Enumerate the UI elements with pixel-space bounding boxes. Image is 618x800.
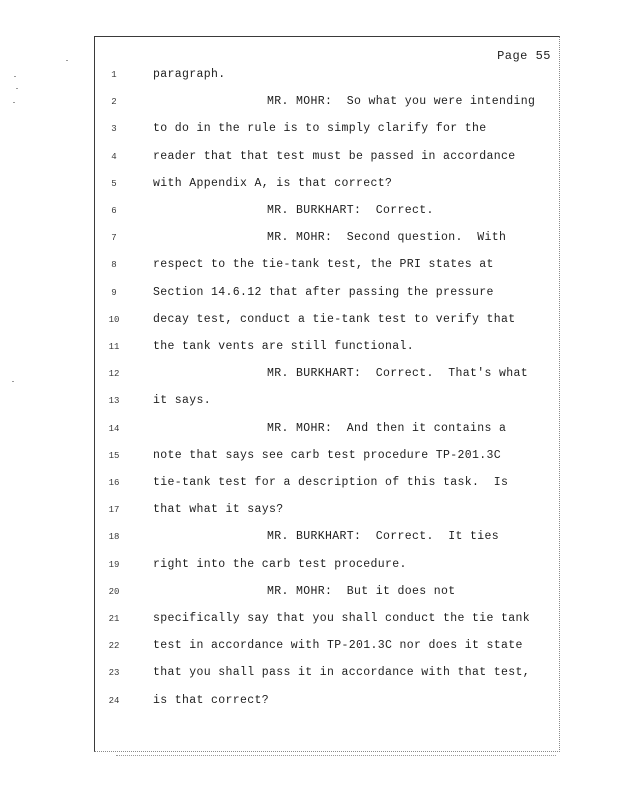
speaker-line-text: MR. BURKHART: Correct. [267,204,434,217]
line-text: respect to the tie-tank test, the PRI states at [153,258,494,272]
line-number: 20 [108,586,120,597]
transcript-line [95,582,561,602]
line-number: 11 [108,342,120,352]
line-text: that what it says? [153,503,284,517]
transcript-line [95,500,561,520]
line-number: 23 [108,668,120,679]
line-number: 10 [108,314,120,325]
line-text: with Appendix A, is that correct? [153,176,393,190]
scan-speck [12,381,14,382]
page-bottom-edge [116,755,556,756]
line-text: specifically say that you shall conduct the tie tank [153,612,531,625]
line-text: decay test, conduct a tie-tank test to verify that [153,312,516,326]
line-text: that you shall pass it in accordance with that test, [153,666,531,680]
transcript-line [95,255,561,275]
scan-speck [16,88,18,89]
page-number: Page 55 [497,49,551,63]
line-number: 24 [108,695,120,706]
transcript-line [95,691,561,711]
speaker-line-text: MR. MOHR: Second question. With [267,231,507,245]
line-number: 3 [111,124,117,135]
scan-speck [13,102,15,103]
line-number: 18 [108,532,120,543]
transcript-line [95,283,561,303]
transcript-line [95,364,561,384]
transcript-line [95,92,561,112]
line-number: 14 [108,423,120,434]
line-text: the tank vents are still functional. [153,340,415,353]
speaker-line-text: MR. BURKHART: Correct. That's what [267,367,529,381]
line-number: 13 [108,396,120,407]
line-number: 6 [111,206,117,216]
line-number: 5 [111,178,117,189]
speaker-line-text: MR. MOHR: But it does not [267,584,456,598]
line-text: note that says see carb test procedure TP-201.3C [153,448,502,462]
transcript-line [95,228,561,248]
line-text: paragraph. [153,68,226,81]
line-text: tie-tank test for a description of this task. Is [153,476,509,489]
transcript-page [94,36,560,752]
line-text: right into the carb test procedure. [153,557,407,571]
transcript-line [95,337,561,357]
scan-speck [66,60,68,61]
line-number: 15 [108,450,120,461]
line-number: 8 [111,260,117,271]
line-number: 16 [108,478,120,488]
line-text: it says. [153,394,212,408]
speaker-line-text: MR. MOHR: And then it contains a [267,421,507,435]
transcript-line [95,419,561,439]
line-number: 17 [108,505,120,516]
line-number: 21 [108,614,120,624]
speaker-line-text: MR. BURKHART: Correct. It ties [267,530,500,544]
line-number: 4 [111,151,117,162]
line-text: reader that that test must be passed in accordance [153,149,516,163]
transcript-line [95,174,561,194]
line-number: 9 [111,287,117,298]
transcript-line [95,119,561,139]
line-text: test in accordance with TP-201.3C nor does it state [153,639,523,653]
line-text: is that correct? [153,693,270,707]
line-number: 7 [111,233,117,244]
line-number: 2 [111,97,117,108]
transcript-line [95,65,561,85]
transcript-line [95,310,561,330]
transcript-line [95,663,561,683]
scan-speck [14,76,16,77]
line-text: Section 14.6.12 that after passing the pressure [153,285,494,299]
transcript-line [95,147,561,167]
line-number: 1 [111,70,117,80]
transcript-line [95,609,561,629]
transcript-line [95,391,561,411]
transcript-line [95,555,561,575]
line-number: 22 [108,641,120,652]
speaker-line-text: MR. MOHR: So what you were intending [267,95,536,109]
line-number: 12 [108,369,120,380]
transcript-line [95,636,561,656]
transcript-line [95,527,561,547]
line-number: 19 [108,559,120,570]
transcript-line [95,446,561,466]
transcript-line [95,201,561,221]
transcript-line [95,473,561,493]
line-text: to do in the rule is to simply clarify for the [153,122,487,136]
